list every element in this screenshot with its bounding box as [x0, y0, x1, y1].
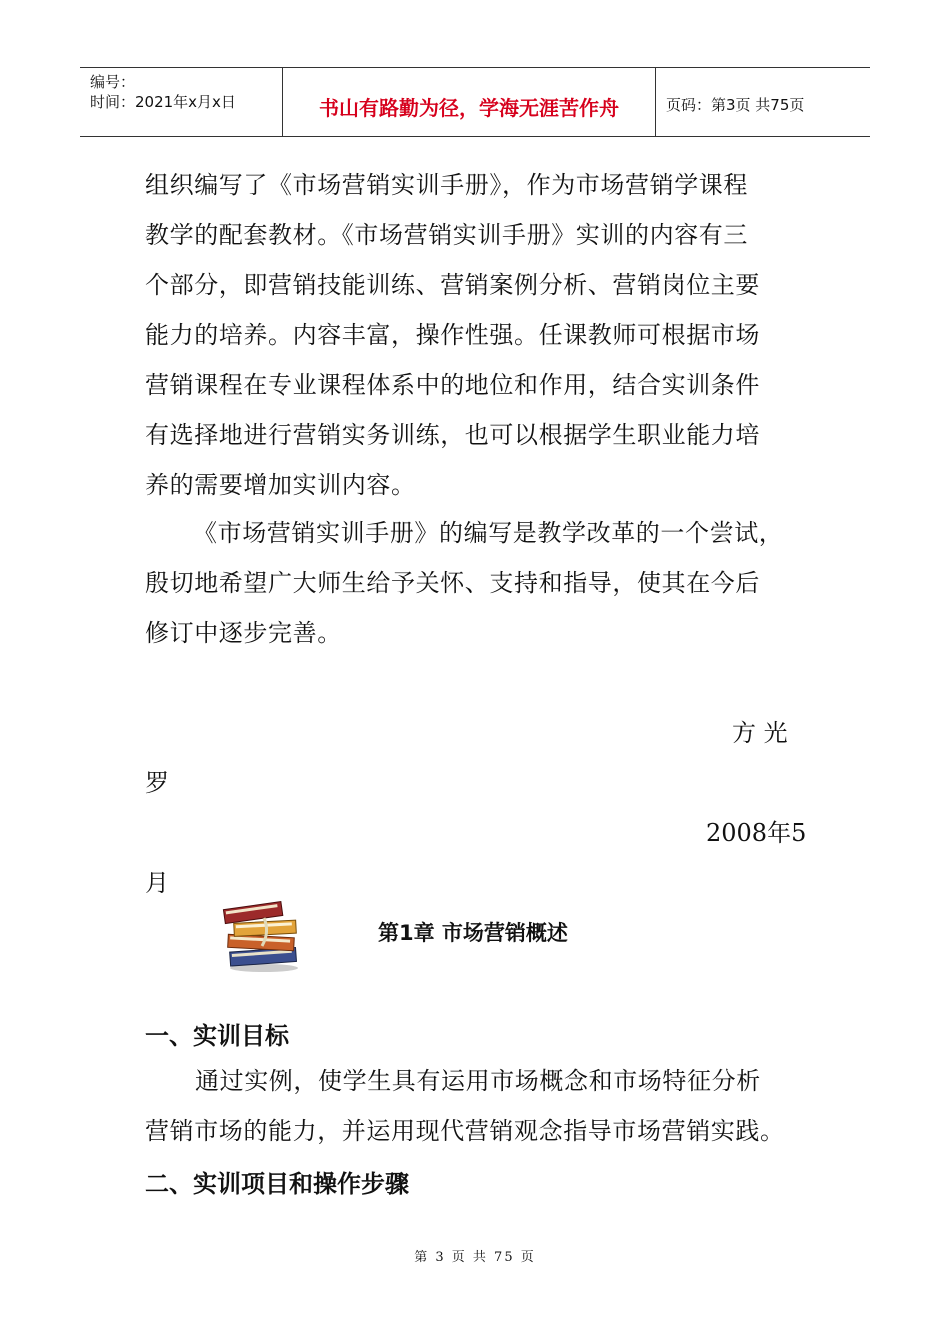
closing-line: 《市场营销实训手册》的编写是教学改革的一个尝试，	[193, 519, 784, 547]
signature-name-part2: 罗	[145, 769, 169, 797]
section1-heading: 一、实训目标	[145, 1022, 289, 1050]
header-page-info: 页码：第3页 共75页	[666, 95, 805, 114]
chapter-title: 第1章 市场营销概述	[378, 921, 568, 945]
intro-line: 教学的配套教材。《市场营销实训手册》实训的内容有三	[145, 221, 748, 249]
section1-line: 通过实例，使学生具有运用市场概念和市场特征分析	[195, 1067, 761, 1095]
signature-date-part1: 2008年5	[706, 819, 807, 847]
intro-line: 养的需要增加实训内容。	[145, 471, 416, 499]
signature-date-part2: 月	[145, 869, 169, 897]
closing-paragraph	[145, 508, 815, 658]
closing-line: 修订中逐步完善。	[145, 619, 342, 647]
header-date-label: 时间：2021年x月x日	[90, 93, 236, 111]
section2-heading: 二、实训项目和操作步骤	[145, 1170, 409, 1198]
intro-paragraph	[145, 160, 815, 510]
closing-line: 殷切地希望广大师生给予关怀、支持和指导，使其在今后	[145, 569, 760, 597]
section1-line: 营销市场的能力，并运用现代营销观念指导市场营销实践。	[145, 1117, 785, 1145]
signature-name-part1: 方 光	[732, 719, 788, 747]
header-meta	[80, 68, 283, 136]
section1-body	[145, 1056, 815, 1156]
header-motto: 书山有路勤为径，学海无涯苦作舟	[283, 68, 656, 136]
page-footer: 第 3 页 共 75 页	[414, 1250, 536, 1265]
intro-line: 组织编写了《市场营销实训手册》，作为市场营销学课程	[145, 171, 748, 199]
header-code-label: 编号：	[90, 73, 136, 91]
intro-line: 有选择地进行营销实务训练，也可以根据学生职业能力培	[145, 421, 760, 449]
intro-line: 个部分，即营销技能训练、营销案例分析、营销岗位主要	[145, 271, 760, 299]
intro-line: 营销课程在专业课程体系中的地位和作用，结合实训条件	[145, 371, 760, 399]
books-stack-icon	[220, 898, 302, 972]
intro-line: 能力的培养。内容丰富，操作性强。任课教师可根据市场	[145, 321, 760, 349]
page-header	[80, 67, 870, 137]
